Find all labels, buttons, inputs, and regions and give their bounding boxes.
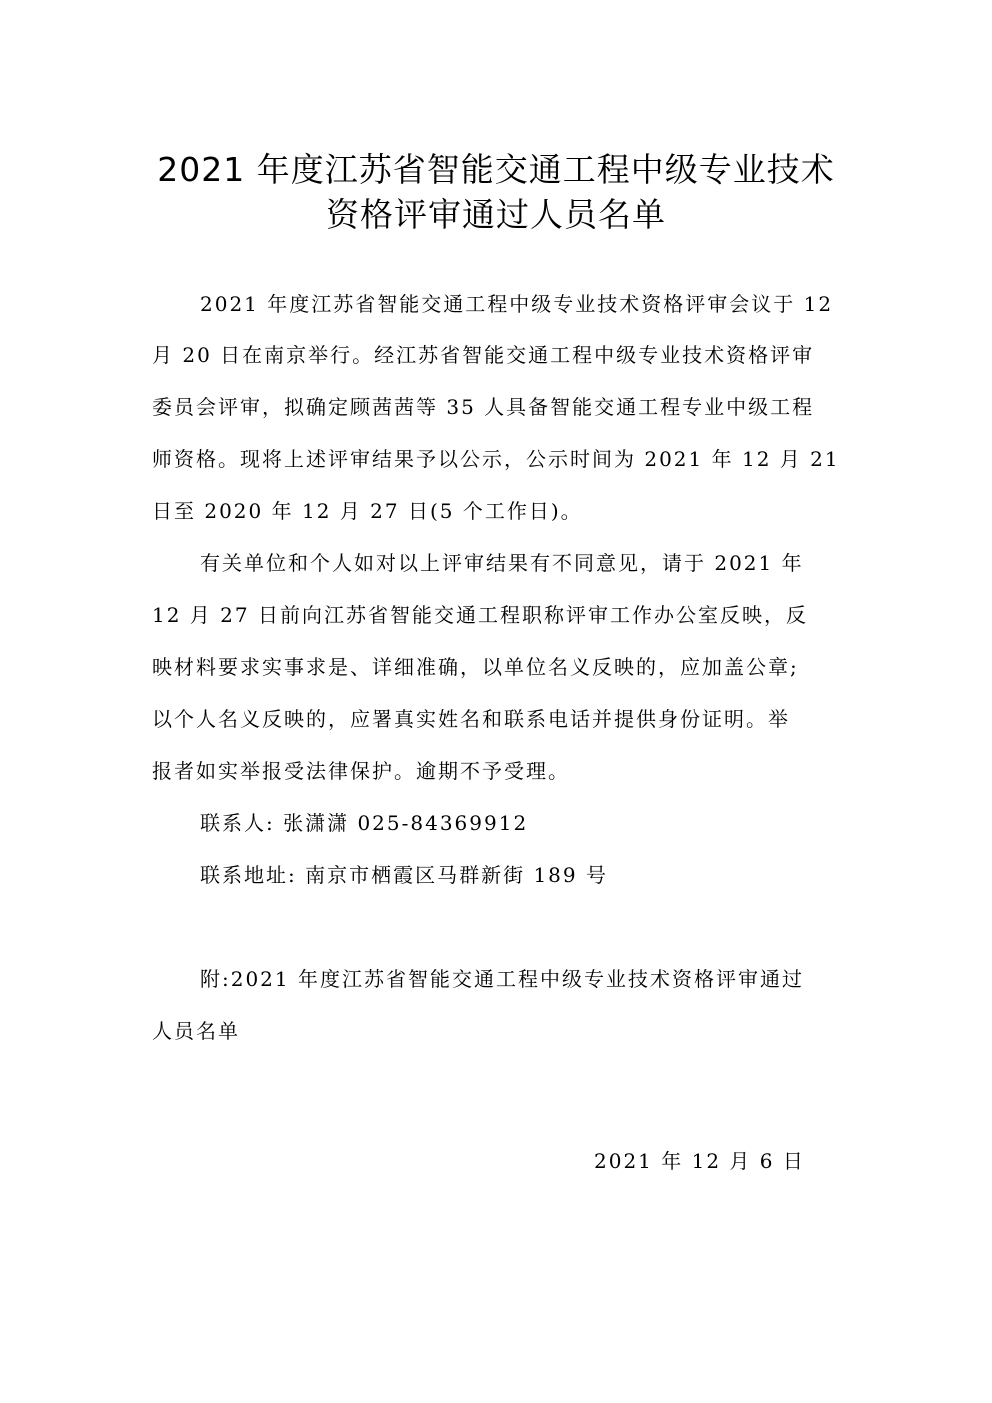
- paragraph-2-line-2: 12 月 27 日前向江苏省智能交通工程职称评审工作办公室反映，反: [152, 603, 808, 627]
- contact-person: 联系人: 张潇潇 025-84369912: [200, 811, 529, 835]
- paragraph-1-line-4: 师资格。现将上述评审结果予以公示，公示时间为 2021 年 12 月 21: [152, 447, 840, 471]
- paragraph-2-line-5: 报者如实举报受法律保护。逾期不予受理。: [152, 759, 570, 783]
- document-title-line-1: 2021 年度江苏省智能交通工程中级专业技术: [157, 150, 835, 189]
- paragraph-2-line-4: 以个人名义反映的，应署真实姓名和联系电话并提供身份证明。举: [152, 707, 790, 731]
- attachment-line-1: 附:2021 年度江苏省智能交通工程中级专业技术资格评审通过: [200, 967, 804, 991]
- paragraph-1-line-1: 2021 年度江苏省智能交通工程中级专业技术资格评审会议于 12: [200, 292, 834, 316]
- paragraph-2-line-3: 映材料要求实事求是、详细准确，以单位名义反映的，应加盖公章;: [152, 655, 799, 679]
- document-title-line-2: 资格评审通过人员名单: [326, 195, 666, 234]
- paragraph-2-line-1: 有关单位和个人如对以上评审结果有不同意见，请于 2021 年: [200, 551, 804, 575]
- contact-address: 联系地址: 南京市栖霞区马群新街 189 号: [200, 863, 608, 887]
- document-date: 2021 年 12 月 6 日: [594, 1149, 805, 1173]
- paragraph-1-line-2: 月 20 日在南京举行。经江苏省智能交通工程中级专业技术资格评审: [152, 343, 815, 367]
- attachment-line-2: 人员名单: [152, 1019, 240, 1043]
- paragraph-1-line-3: 委员会评审，拟确定顾茜茜等 35 人具备智能交通工程专业中级工程: [152, 395, 815, 419]
- paragraph-1-line-5: 日至 2020 年 12 月 27 日(5 个工作日)。: [152, 499, 583, 523]
